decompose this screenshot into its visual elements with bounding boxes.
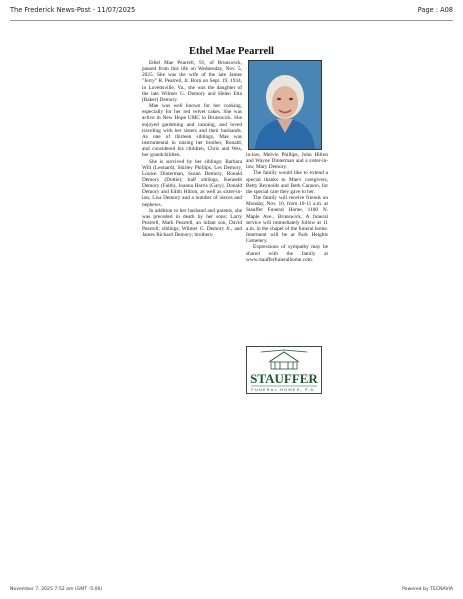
paragraph: The family will receive friends on Monday, Nov. 10, from 10-11 a.m. at Stauffer Funeral Home, 1100 N. Maple Ave., Brunswick. A funeral service will immediately follow at 11 a.m. in the chapel of the funeral home. Interment will be at Park Heights Cemetery. — [246, 195, 328, 245]
paragraph: Ethel Mae Pearrell, 91, of Brunswick, passed from this life on Wednesday, Nov. 5, 2025. She was the wife of the late James "Jerry" R. Pearrell, Jr. Born on Sept. 19, 1934, in Lovettsville, Va., she was the daughter of the late Wilmer G. Demory and Helen Etta (Baker) Demory. — [142, 60, 242, 103]
publication-date: The Frederick News-Post - 11/07/2025 — [10, 6, 136, 14]
page-header — [10, 6, 453, 18]
paragraph: Expressions of sympathy may be shared with the family at www.staufferfuneralhome.com. — [246, 244, 328, 263]
header-rule — [10, 20, 453, 21]
obituary-column-2 — [246, 152, 328, 263]
logo-name: STAUFFER — [250, 371, 318, 386]
paragraph: She is survived by her siblings: Barbara Wilt (Leonard), Shirley Phillips, Les Demory, Louise Dinterman, Susan Demory, Ronald Demory (Dottie); half siblings, Kenneth Demory (Faith), Joanna Harris (Gary), Donald Demory and Edith Hilton, as well as sister-in-law, Lisa Demory and a number of nieces and nephews. — [142, 158, 242, 208]
logo-graphic — [247, 347, 321, 393]
obituary-title: Ethel Mae Pearrell — [189, 46, 274, 57]
footer-powered-by: Powered by TECNAVIA — [402, 587, 453, 592]
paragraph: Mae was well known for her cooking, especially for her red velvet cakes. She was active in New Hope UMC in Brunswick. She enjoyed gardening and canning, and loved traveling with her sisters and their husbands. As one of thirteen siblings, Mae was instrumental in raising her brother, Ronald, and considered his children, Chris and Wes, her grandchildren. — [142, 103, 242, 159]
paragraph: In addition to her husband and parents, she was preceded in death by her sons; Larry Pearrell, Mark Pearrell, an infant son, David Pearrell; siblings; Wilmer G. Demory Jr., and James Richard Demory; brothers- — [142, 207, 242, 239]
obituary-column-1 — [142, 60, 242, 239]
portrait-illustration — [249, 61, 321, 149]
footer-timestamp: November 7, 2025 7:52 am (GMT -5:00) — [10, 587, 103, 592]
stauffer-funeral-homes-logo — [246, 346, 322, 394]
portrait-photo — [248, 60, 322, 150]
logo-tagline: FUNERAL HOMES, P.A. — [251, 387, 317, 392]
paragraph: The family would like to extend a special thanks to Mae's caregivers, Betty Reynolds and Beth Cannon, for the special care they gave to her. — [246, 170, 328, 195]
paragraph: in-law, Melvin Phillips, John Hilton and Wayne Dinterman and a sister-in-law, Mary Demory. — [246, 152, 328, 171]
page-number: Page : A08 — [417, 6, 453, 14]
